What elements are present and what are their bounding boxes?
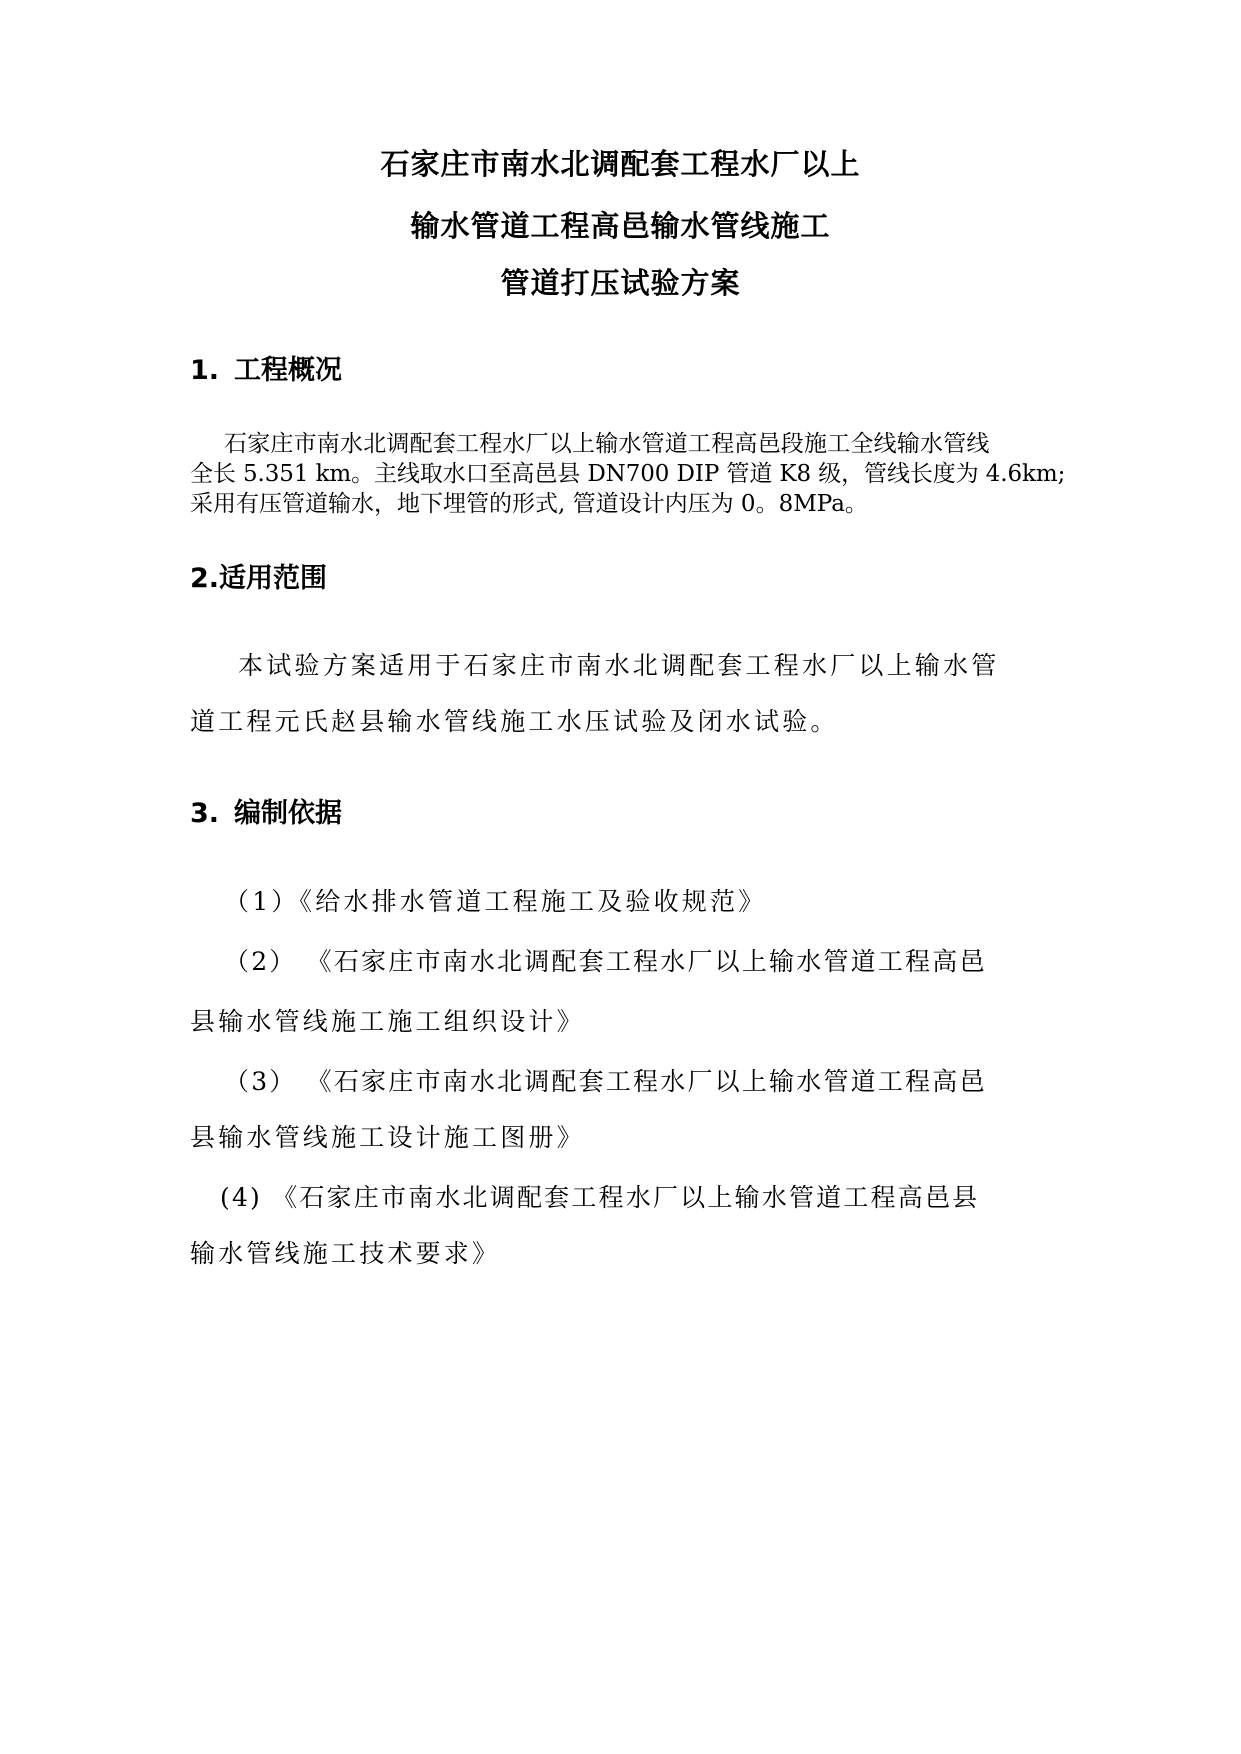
reference-item-3-line-2: 县输水管线施工设计施工图册》 [190,1123,585,1152]
section-3-title: 编制依据 [234,798,342,829]
reference-item-4-line-1: (4) 《石家庄市南水北调配套工程水厂以上输水管道工程高邑县 [220,1183,980,1212]
reference-item-1: （1）《给水排水管道工程施工及验收规范》 [224,887,767,916]
section-3-heading [190,797,342,831]
section-1-title: 工程概况 [234,355,342,386]
reference-item-3-line-1: （3） 《石家庄市南水北调配套工程水厂以上输水管道工程高邑 [224,1067,987,1096]
section-1-number: 1. [190,355,220,386]
section-2-title: 适用范围 [219,563,328,594]
section-2-line-1: 本试验方案适用于石家庄市南水北调配套工程水厂以上输水管 [238,651,1000,680]
section-1-line-3: 采用有压管道输水，地下埋管的形式, 管道设计内压为 0。8MPa。 [190,491,868,517]
section-1-line-1: 石家庄市南水北调配套工程水厂以上输水管道工程高邑段施工全线输水管线 [224,431,990,457]
document-title-line-3: 管道打压试验方案 [500,266,741,300]
section-3-number: 3. [190,798,220,829]
section-2-line-2: 道工程元氏赵县输水管线施工水压试验及闭水试验。 [190,707,839,736]
section-1-heading [190,354,342,388]
reference-item-2-line-1: （2） 《石家庄市南水北调配套工程水厂以上输水管道工程高邑 [224,947,987,976]
section-1-line-2: 全长 5.351 km。主线取水口至高邑县 DN700 DIP 管道 K8 级，管线长度为 4.6km; [190,461,1066,487]
section-2-heading [190,562,327,596]
document-title-line-2: 输水管道工程高邑输水管线施工 [410,209,831,243]
section-2-number: 2. [190,563,220,594]
reference-item-2-line-2: 县输水管线施工施工组织设计》 [190,1007,585,1036]
reference-item-4-line-2: 输水管线施工技术要求》 [190,1239,501,1268]
document-title-line-1: 石家庄市南水北调配套工程水厂以上 [380,147,861,181]
